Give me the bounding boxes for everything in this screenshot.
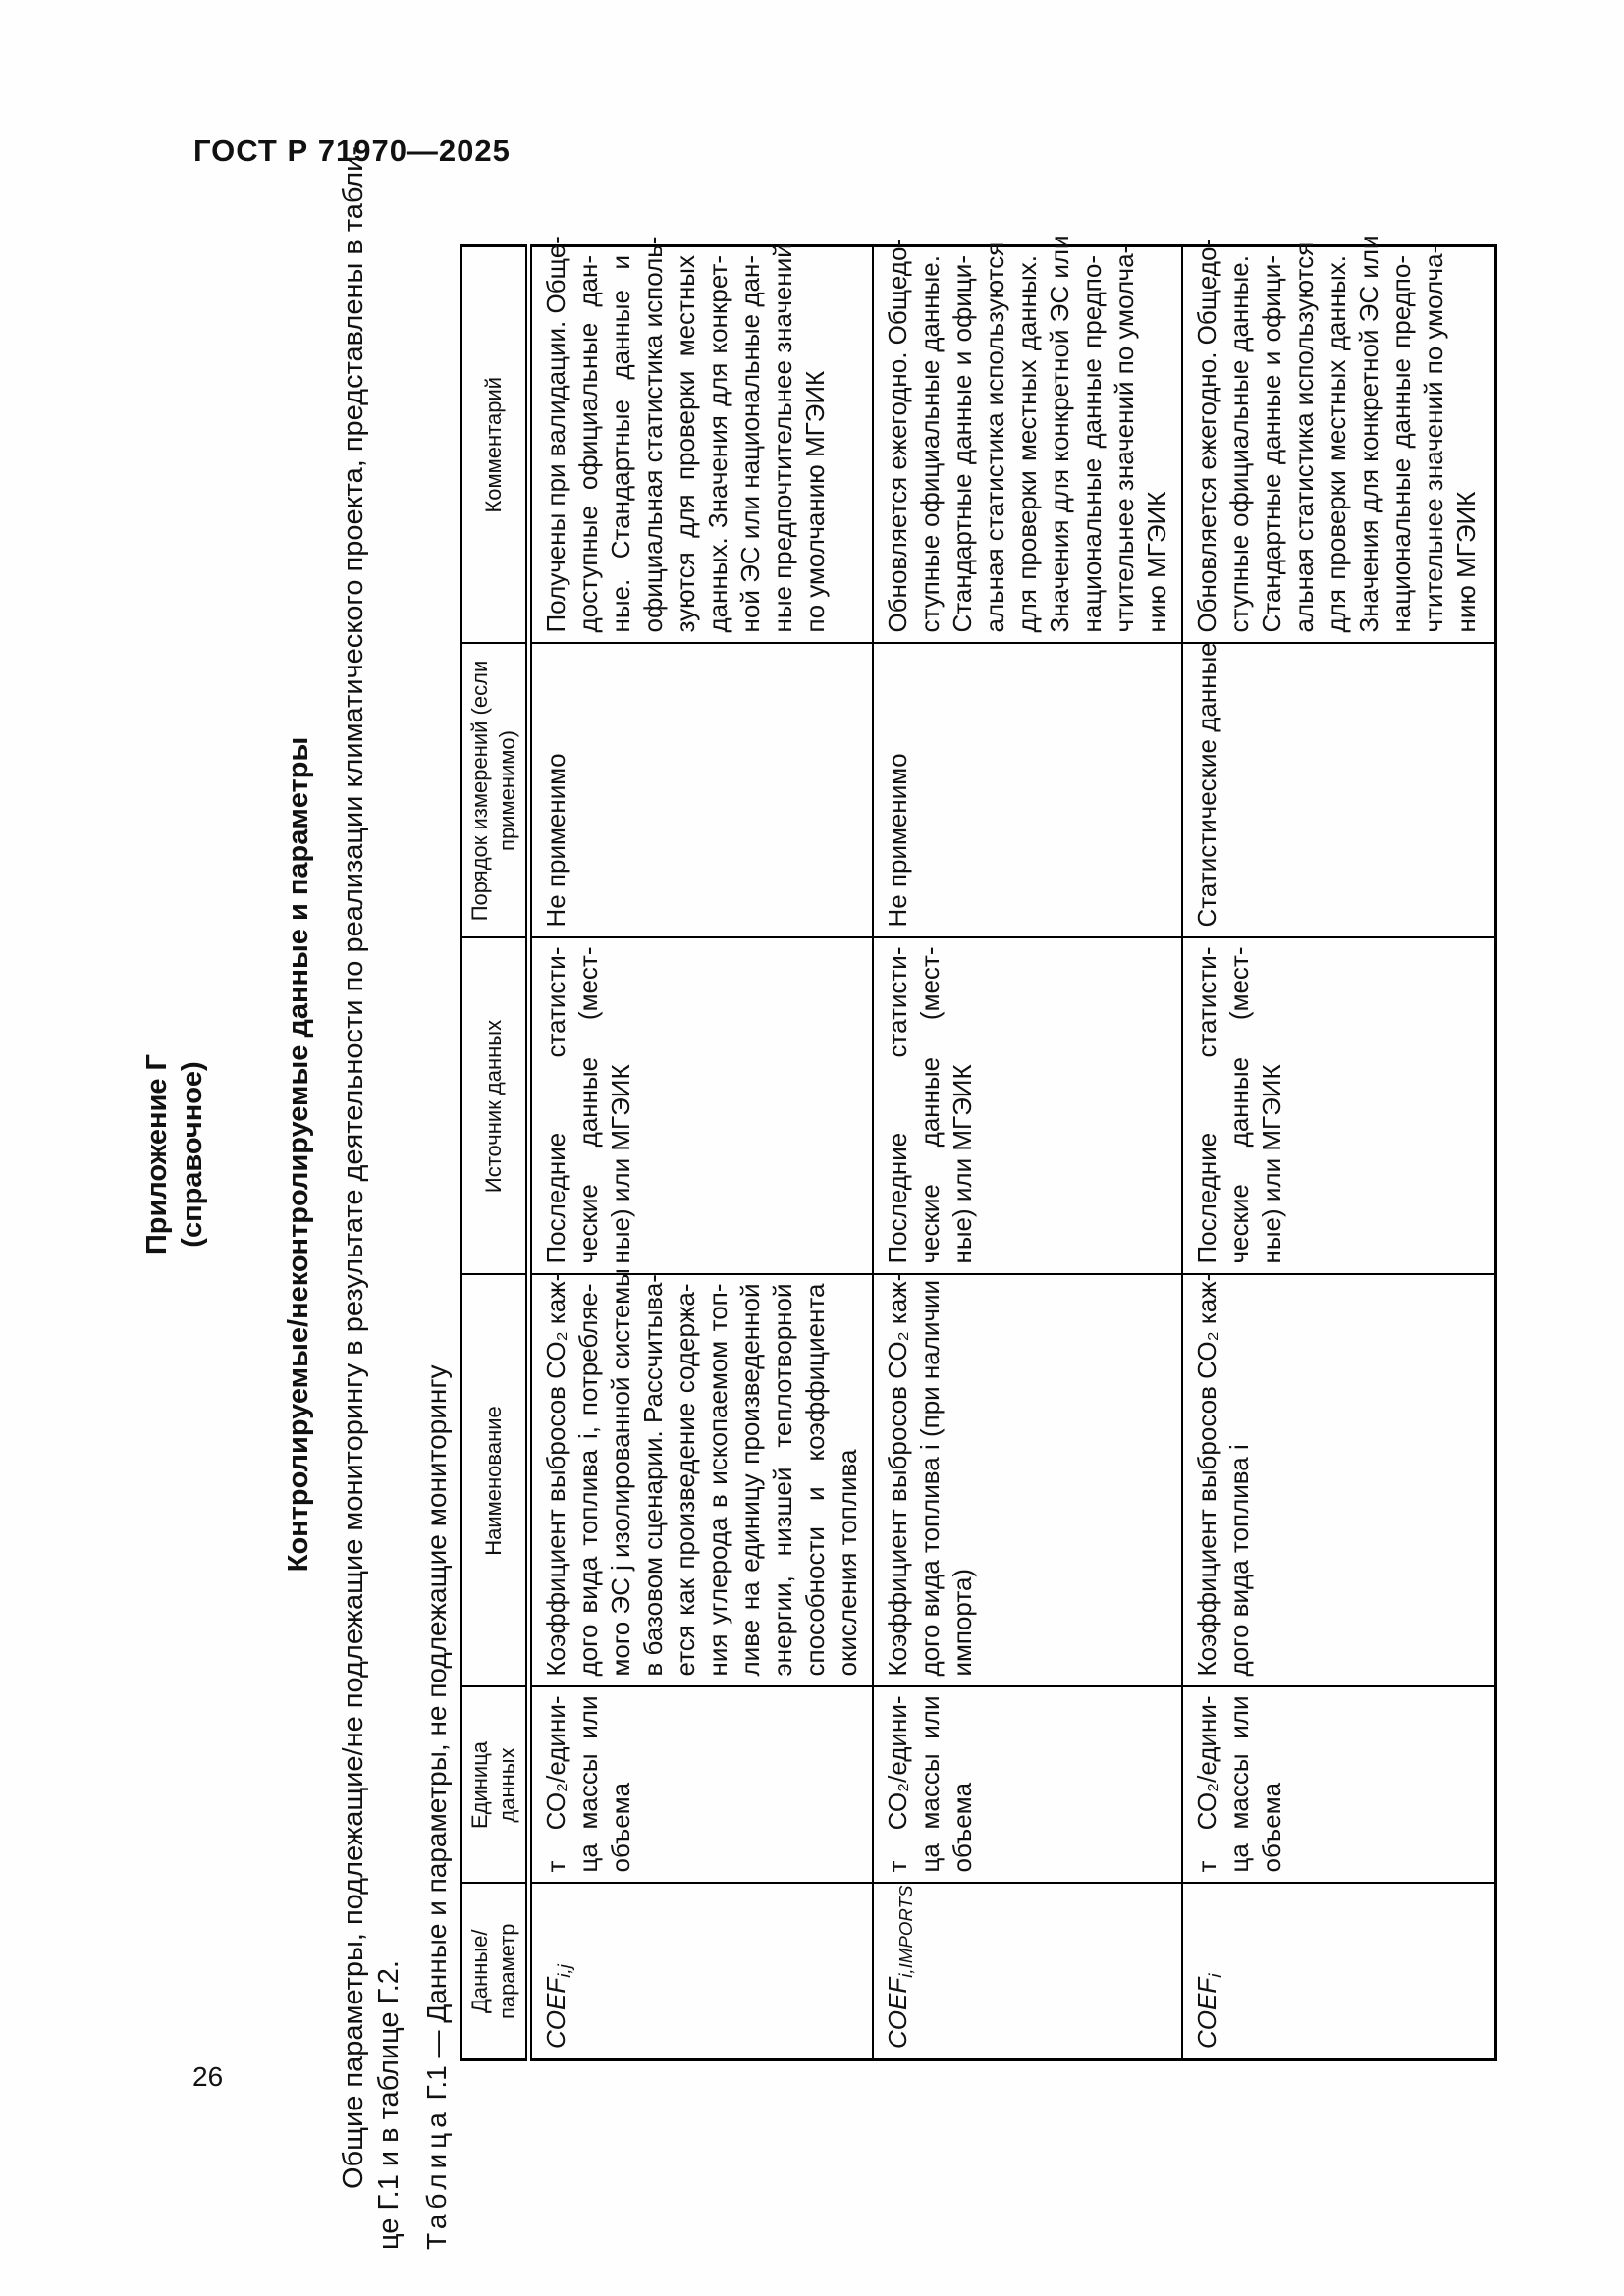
table-header <box>461 246 529 2060</box>
table-row <box>529 246 874 2060</box>
data-table <box>460 235 1497 2061</box>
text-line: нию МГЭИК <box>1142 491 1171 633</box>
table-body <box>529 235 1496 2060</box>
text-line: Последние статисти- <box>883 946 912 1264</box>
table-caption-text: Г.1 — Данные и параметры, не подлежащие мониторингу <box>421 1364 452 2101</box>
text-line: Комментарий <box>481 376 506 513</box>
param-cell: $COEF_{i,IMPORTS}$ <box>873 1884 1182 2060</box>
text-line: Общие параметры, подлежащие/не подлежащие мониторингу в результате деятельности по реализации климатического проекта, представлены в табли- <box>338 145 369 2189</box>
text-line: Коэффициент выбросов СО₂ каж- <box>541 1272 570 1677</box>
text-line: ступные официальные данные. <box>915 255 945 633</box>
text-line: доступные официальные дан- <box>573 255 603 633</box>
header-cell <box>461 246 529 644</box>
section-heading: Контролируемые/неконтролируемые данные и параметры <box>283 736 314 1573</box>
table-caption-label: Таблица <box>421 2108 452 2250</box>
text-line: официальная статистика исполь- <box>638 236 668 633</box>
text-line: данных <box>495 1747 519 1823</box>
source-cell <box>1182 938 1495 1275</box>
text-line: чтительнее значений по умолча- <box>1110 244 1139 633</box>
text-line: в базовом сценарии. Рассчитыва- <box>638 1274 668 1677</box>
source-cell <box>873 938 1182 1275</box>
text-line: способности и коэффициента <box>800 1283 830 1677</box>
text-line: зуются для проверки местных <box>671 255 700 633</box>
name-cell <box>529 1268 874 1687</box>
text-line: ния углерода в ископаемом топ- <box>703 1283 732 1677</box>
text-line: це Г.1 и в таблице Г.2. <box>373 1960 405 2250</box>
text-line: данных. Значения для конкрет- <box>703 255 732 633</box>
text-line: ные) или МГЭИК <box>947 1064 977 1264</box>
text-line: дого вида топлива i <box>1224 1444 1254 1677</box>
unit-cell <box>1182 1687 1495 1884</box>
text-line: ческие данные (мест- <box>1224 946 1254 1264</box>
text-line: для проверки местных данных. <box>1322 255 1351 633</box>
param-cell: $COEF_i$ <box>1182 1884 1495 2060</box>
text-line: импорта) <box>947 1568 977 1677</box>
text-line: дого вида топлива i (при наличии <box>915 1279 945 1677</box>
text-line: ется как произведение содержа- <box>671 1283 700 1677</box>
text-line: Обновляется ежегодно. Общедо- <box>883 238 912 633</box>
table-caption <box>420 236 454 2250</box>
text-line: ные) или МГЭИК <box>1257 1064 1286 1264</box>
text-line: альная статистика используются <box>1289 241 1319 633</box>
text-line: альная статистика используются <box>980 241 1009 633</box>
header-cell <box>461 1687 529 1884</box>
text-line: т СО₂/едини- <box>1192 1695 1221 1873</box>
text-line: Значения для конкретной ЭС или <box>1045 235 1074 633</box>
comment-cell <box>873 235 1182 644</box>
procedure-cell <box>873 644 1182 938</box>
param-cell: $COEF_{i,j}$ <box>529 1884 874 2060</box>
intro-paragraph <box>336 145 406 2250</box>
header-cell <box>461 938 529 1275</box>
standard-designation: ГОСТ Р 71970—2025 <box>193 133 511 168</box>
text-line: объема <box>606 1782 635 1873</box>
unit-cell <box>873 1687 1182 1884</box>
source-cell <box>529 938 874 1275</box>
name-cell <box>873 1272 1182 1687</box>
name-cell <box>1182 1272 1495 1687</box>
page-number: 26 <box>192 2061 224 2092</box>
text-line: ной ЭС или национальные дан- <box>735 255 765 633</box>
comment-cell <box>1182 235 1495 644</box>
comment-cell <box>529 236 874 644</box>
text-line: Источник данных <box>481 1019 506 1194</box>
header-cell <box>461 1275 529 1687</box>
text-line: для проверки местных данных. <box>1012 255 1042 633</box>
table-row <box>873 246 1182 2060</box>
procedure-cell <box>1182 644 1495 938</box>
appendix-subtitle: (справочное) <box>177 1061 208 1248</box>
text-line: объема <box>1257 1782 1286 1873</box>
text-line: Последние статисти- <box>541 946 570 1264</box>
text-line: национальные данные предпо- <box>1386 255 1416 633</box>
text-line: Стандартные данные и офици- <box>947 255 977 633</box>
text-line: ные) или МГЭИК <box>606 1064 635 1264</box>
text-line: т СО₂/едини- <box>541 1695 570 1873</box>
text-line: Данные/ <box>467 1929 492 2014</box>
header-cell <box>461 644 529 938</box>
text-line: нию МГЭИК <box>1451 491 1481 633</box>
table-row <box>1182 246 1495 2060</box>
text-line: ные предпочтительнее значений <box>768 243 797 633</box>
procedure-cell <box>529 644 874 938</box>
text-line: ца массы или <box>573 1695 603 1873</box>
text-line: Значения для конкретной ЭС или <box>1354 235 1383 633</box>
text-line: чтительнее значений по умолча- <box>1419 244 1448 633</box>
table-header-row <box>461 246 529 2060</box>
text-line: ца массы или <box>1224 1695 1254 1873</box>
text-line: дого вида топлива i, потребляе- <box>573 1283 603 1677</box>
text-line: Получены при валидации. Обще- <box>541 236 570 633</box>
text-line: Наименование <box>481 1406 506 1556</box>
text-line: окисления топлива <box>833 1449 862 1677</box>
text-line: по умолчанию МГЭИК <box>800 370 830 633</box>
text-line: ступные официальные данные. <box>1224 255 1254 633</box>
text-line: Не применимо <box>883 753 912 928</box>
text-line: ца массы или <box>915 1695 945 1873</box>
text-line: Последние статисти- <box>1192 946 1221 1264</box>
text-line: Коэффициент выбросов СО₂ каж- <box>1192 1272 1221 1677</box>
text-line: Единица <box>467 1740 492 1830</box>
text-line: Стандартные данные и офици- <box>1257 255 1286 633</box>
header-cell <box>461 1884 529 2060</box>
text-line: т СО₂/едини- <box>883 1695 912 1873</box>
text-line: Коэффициент выбросов СО₂ каж- <box>883 1272 912 1677</box>
text-line: Обновляется ежегодно. Общедо- <box>1192 238 1221 633</box>
appendix-title-block <box>139 247 210 2061</box>
text-line: Порядок измерений (если <box>467 660 492 922</box>
text-line: ческие данные (мест- <box>573 946 603 1264</box>
text-line: Статистические данные <box>1192 642 1221 928</box>
text-line: ные. Стандартные данные и <box>606 255 635 633</box>
text-line: Не применимо <box>541 753 570 928</box>
text-line: применимо) <box>495 730 519 851</box>
text-line: ливе на единицу произведенной <box>735 1283 765 1677</box>
text-line: параметр <box>495 1923 519 2020</box>
unit-cell <box>529 1687 874 1884</box>
text-line: объема <box>947 1782 977 1873</box>
text-line: национальные данные предпо- <box>1077 255 1107 633</box>
text-line: ческие данные (мест- <box>915 946 945 1264</box>
appendix-title: Приложение Г <box>141 1053 173 1255</box>
text-line: энергии, низшей теплотворной <box>768 1283 797 1677</box>
text-line: мого ЭС j изолированной системы <box>606 1268 635 1677</box>
